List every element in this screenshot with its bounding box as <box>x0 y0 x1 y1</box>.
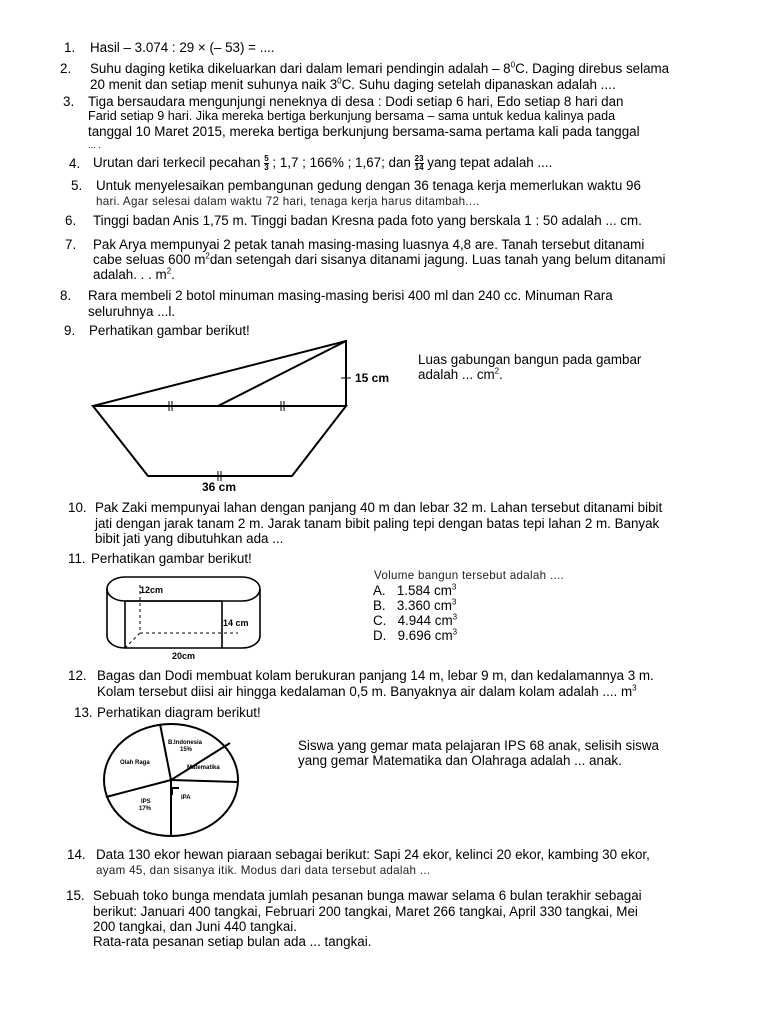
side-text: yang gemar Matematika dan Olahraga adalah ... anak. <box>298 753 622 768</box>
superscript: 0 <box>337 76 342 86</box>
question-text: jati dengan jarak tanam 2 m. Jarak tanam bibit paling tepi dengan batas tepi lahan 2 m. Banyak <box>95 516 660 531</box>
side-text: . <box>499 367 503 382</box>
question-number: 14. <box>67 847 86 862</box>
side-text: Siswa yang gemar mata pelajaran IPS 68 anak, selisih siswa <box>298 738 659 753</box>
pie-label-ipa: IPA <box>181 795 191 801</box>
question-text: Data 130 ekor hewan piaraan sebagai berikut: Sapi 24 ekor, kelinci 20 ekor, kambing 30 ekor, <box>96 847 650 862</box>
pie-label-ips-pct: 17% <box>139 806 152 812</box>
question-number: 6. <box>65 213 77 228</box>
question-number: 5. <box>71 178 83 193</box>
pie-label-bindonesia: B.Indonesia <box>168 740 203 746</box>
question-text: ayam 45, dan sisanya itik. Modus dari data tersebut adalah ... <box>96 864 431 877</box>
question-text: Tiga bersaudara mengunjungi neneknya di desa : Dodi setiap 6 hari, Edo setiap 8 hari dan <box>88 94 624 109</box>
pie-label-matematika: Matematika <box>187 765 220 771</box>
question-number: 12. <box>68 668 87 683</box>
height-label: 15 cm <box>355 371 390 385</box>
question-number: 13. <box>74 705 93 720</box>
question-text: Kolam tersebut diisi air hingga kedalaman 0,5 m. Banyaknya air dalam kolam adalah .... m <box>97 684 633 699</box>
question-text: Tinggi badan Anis 1,75 m. Tinggi badan Kresna pada foto yang berskala 1 : 50 adalah ... cm. <box>93 213 642 228</box>
fraction: $\frac{5}{3}$ <box>264 153 269 172</box>
question-text: berikut: Januari 400 tangkai, Februari 200 tangkai, Maret 266 tangkai, April 330 tangkai, Mei <box>93 904 638 919</box>
option-b: B. 3.360 $cm^3$ <box>373 597 457 613</box>
question-text: Hasil – 3.074 : 29 × (– 53) = .... <box>90 40 275 55</box>
question-text: Perhatikan gambar berikut! <box>89 323 250 338</box>
pie-divider <box>171 780 238 782</box>
question-text: 20 menit dan setiap menit suhunya naik 3 <box>90 77 338 92</box>
question-text: C. Daging direbus selama <box>515 61 670 76</box>
superscript: 2 <box>166 266 172 276</box>
right-angle-mark <box>172 788 179 795</box>
question-text: 200 tangkai, dan Juni 440 tangkai. <box>93 919 297 934</box>
pie-divider <box>160 724 171 780</box>
superscript: 0 <box>510 60 516 70</box>
dimension-label-top: 12cm <box>140 585 164 595</box>
question-number: 10. <box>68 500 87 515</box>
option-c: C. 4.944 $cm^3$ <box>373 612 458 628</box>
side-text: Volume bangun tersebut adalah .... <box>374 569 565 582</box>
question-number: 7. <box>65 237 77 252</box>
pie-label-bindonesia-pct: 15% <box>180 747 193 753</box>
question-text: adalah. . . m <box>93 267 167 282</box>
question-number: 11. <box>68 551 86 566</box>
question-text: Perhatikan diagram berikut! <box>97 705 261 720</box>
question-text: Rata-rata pesanan setiap bulan ada ... tangkai. <box>93 934 372 949</box>
question-number: 3. <box>63 94 75 109</box>
side-text: adalah ... cm <box>418 367 495 382</box>
question-number: 9. <box>64 323 76 338</box>
question-text: ; 1,7 ; 166% ; 1,67; dan <box>272 155 411 170</box>
question-text: Urutan dari terkecil pecahan <box>93 155 261 170</box>
pie-label-olahraga: Olah Raga <box>120 760 150 766</box>
question-text: ... . <box>88 140 101 150</box>
option-d: D. 9.696 $cm^3$ <box>373 627 458 643</box>
question-number: 8. <box>60 288 72 303</box>
question-number: 4. <box>69 156 81 171</box>
question-number: 15. <box>66 888 85 903</box>
side-text: Luas gabungan bangun pada gambar <box>418 352 642 367</box>
pie-label-ips: IPS <box>141 799 151 805</box>
base-label: 36 cm <box>202 480 237 494</box>
question-text: Pak Zaki mempunyai lahan dengan panjang 40 m dan lebar 32 m. Lahan tersebut ditanami bibit <box>95 500 663 515</box>
dimension-label-base: 20cm <box>172 651 196 661</box>
question-number: 1. <box>64 40 76 55</box>
fraction: $\frac{23}{14}$ <box>414 153 424 172</box>
question-text: Suhu daging ketika dikeluarkan dari dalam lemari pendingin adalah – 8 <box>90 61 511 76</box>
superscript: 2 <box>205 251 210 261</box>
question-text: Pak Arya mempunyai 2 petak tanah masing-masing luasnya 4,8 are. Tanah tersebut ditanami <box>93 237 645 252</box>
question-text: hari. Agar selesai dalam waktu 72 hari, tenaga kerja harus ditambah.... <box>96 195 480 208</box>
pie-divider <box>106 780 171 797</box>
question-text: . <box>171 267 175 282</box>
question-text: Bagas dan Dodi membuat kolam berukuran panjang 14 m, lebar 9 m, dan kedalamannya 3 m. <box>97 668 654 683</box>
question-text: Rara membeli 2 botol minuman masing-masing berisi 400 ml dan 240 cc. Minuman Rara <box>88 288 613 303</box>
question-text: Farid setiap 9 hari. Jika mereka bertiga berkunjung bersama – sama untuk kedua kalinya pada <box>88 109 616 123</box>
question-text: seluruhnya ...l. <box>88 304 176 319</box>
superscript: 3 <box>632 683 637 693</box>
question-number: 2. <box>60 61 72 76</box>
question-text: Untuk menyelesaikan pembangunan gedung dengan 36 tenaga kerja memerlukan waktu 96 <box>96 178 641 193</box>
question-text: Sebuah toko bunga mendata jumlah pesanan bunga mawar selama 6 bulan terakhir sebagai <box>93 888 642 903</box>
question-text: dan setengah dari sisanya ditanami jagung. Luas tanah yang belum ditanami <box>209 252 666 267</box>
question-text: cabe seluas 600 m <box>93 252 206 267</box>
question-text: tanggal 10 Maret 2015, mereka bertiga berkunjung bersama-sama pertama kali pada tanggal <box>88 124 640 139</box>
question-text: C. Suhu daging setelah dipanaskan adalah .... <box>341 77 616 92</box>
question-text: yang tepat adalah .... <box>427 155 553 170</box>
dimension-label-side: 14 cm <box>223 618 249 628</box>
option-a: A. 1.584 $cm^3$ <box>373 582 457 598</box>
question-text: Perhatikan gambar berikut! <box>91 551 252 566</box>
superscript: 2 <box>494 366 500 376</box>
question-text: bibit jati yang dibutuhkan ada ... <box>95 531 284 546</box>
